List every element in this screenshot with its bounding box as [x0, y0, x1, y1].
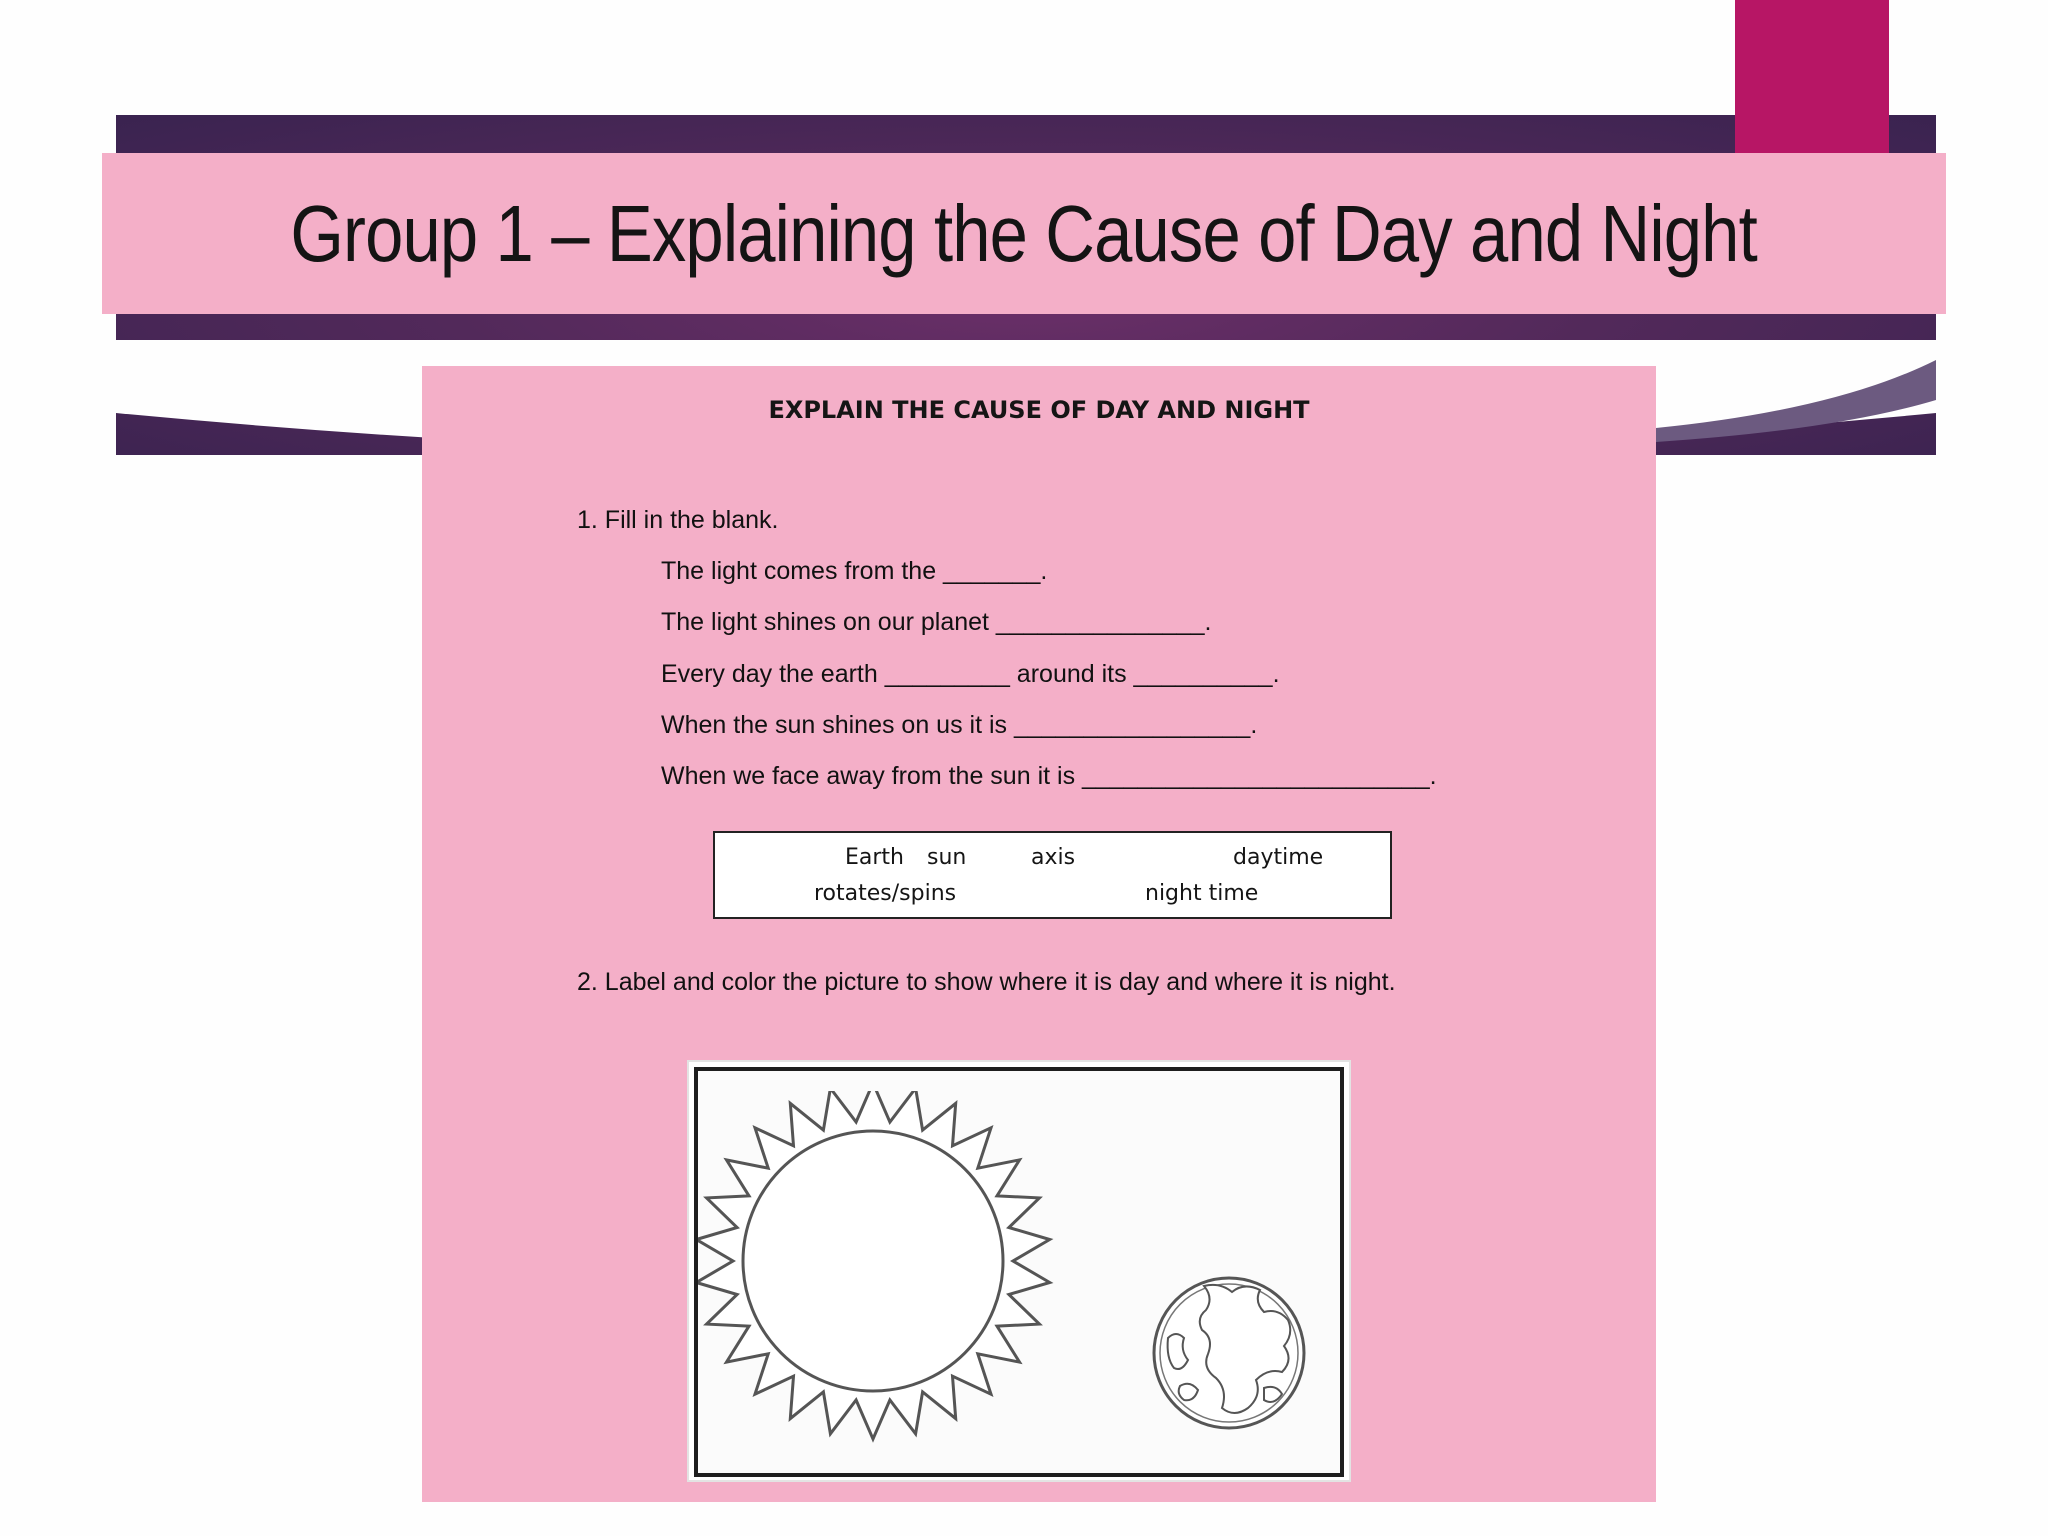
fill-blank-line-2: The light shines on our planet _______________.: [661, 608, 1212, 636]
word-bank: [713, 831, 1392, 919]
sun-earth-picture: [687, 1060, 1351, 1482]
word-bank-item: Earth: [845, 845, 904, 870]
fill-blank-line-4: When the sun shines on us it is _________________.: [661, 711, 1258, 739]
word-bank-item: axis: [1031, 845, 1076, 870]
fill-blank-line-3: Every day the earth _________ around its __________.: [661, 660, 1280, 688]
picture-frame: [694, 1067, 1344, 1477]
word-bank-item: night time: [1145, 881, 1259, 906]
fill-blank-line-5: When we face away from the sun it is _________________________.: [661, 762, 1437, 790]
word-bank-item: sun: [927, 845, 967, 870]
worksheet-image: [422, 366, 1656, 1502]
sun-icon: [698, 1091, 1078, 1481]
slide-title: Group 1 – Explaining the Cause of Day and Night: [290, 188, 1758, 278]
fill-blank-line-1: The light comes from the _______.: [661, 557, 1048, 585]
title-bar: [102, 153, 1946, 314]
earth-globe-icon: [1144, 1268, 1314, 1438]
word-bank-item: daytime: [1233, 845, 1324, 870]
accent-tab: [1735, 0, 1889, 160]
question-2-prompt: 2. Label and color the picture to show where it is day and where it is night.: [577, 968, 1396, 996]
question-1-prompt: 1. Fill in the blank.: [577, 506, 779, 534]
word-bank-item: rotates/spins: [814, 881, 957, 906]
worksheet-heading: EXPLAIN THE CAUSE OF DAY AND NIGHT: [768, 396, 1310, 424]
